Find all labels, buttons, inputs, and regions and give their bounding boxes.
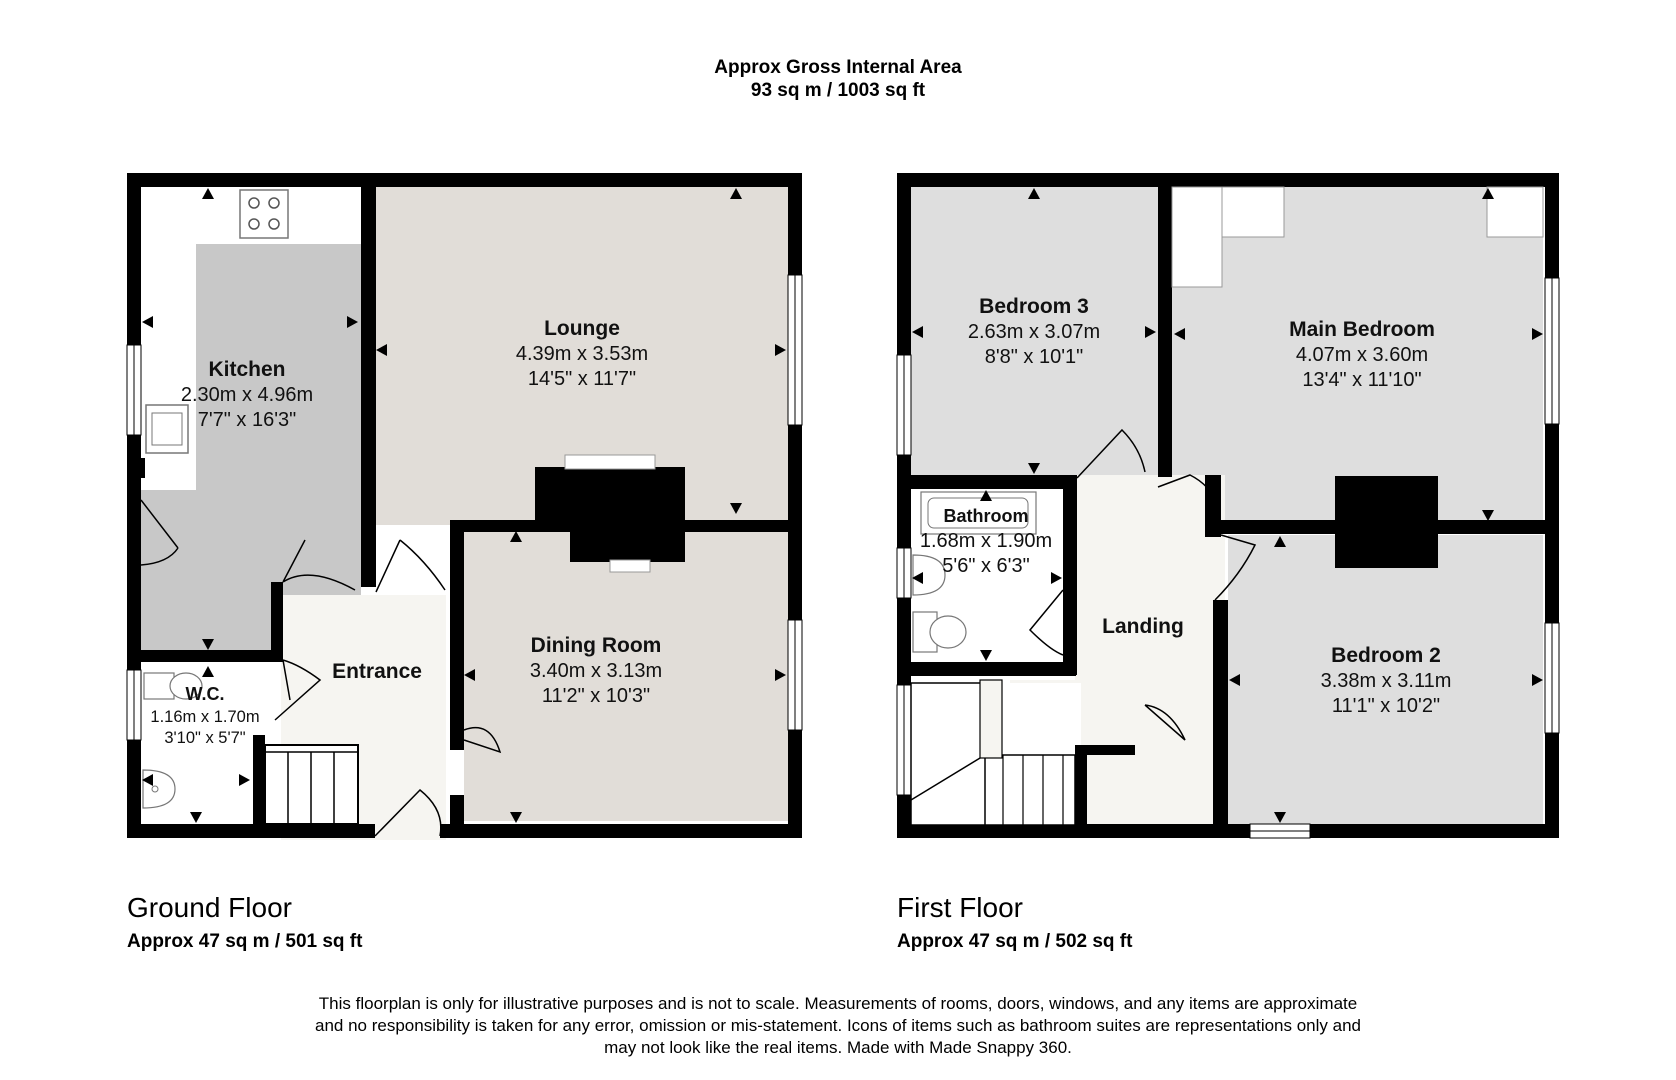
wc-name: W.C. xyxy=(185,684,225,704)
bedroom3-metric: 2.63m x 3.07m xyxy=(967,321,1101,343)
entrance-name: Entrance xyxy=(332,660,422,683)
first-floor-plan xyxy=(897,173,1559,838)
main-bedroom-imperial: 13'4" x 11'10" xyxy=(1302,369,1422,391)
bedroom2-label xyxy=(1321,644,1452,717)
bathroom-metric: 1.68m x 1.90m xyxy=(919,530,1053,552)
bathroom-toilet-icon xyxy=(913,612,966,652)
ground-floor-area: Approx 47 sq m / 501 sq ft xyxy=(127,931,363,952)
main-bedroom-metric: 4.07m x 3.60m xyxy=(1295,344,1429,366)
dining-name: Dining Room xyxy=(530,634,662,657)
fireplace-hearth xyxy=(565,455,655,469)
wc-imperial: 3'10" x 5'7" xyxy=(164,729,246,747)
lounge-name: Lounge xyxy=(544,317,620,340)
dining-imperial: 11'2" x 10'3" xyxy=(541,685,651,707)
bathroom-imperial: 5'6" x 6'3" xyxy=(942,555,1030,577)
lounge-metric: 4.39m x 3.53m xyxy=(515,343,649,365)
bedroom3-name: Bedroom 3 xyxy=(979,295,1089,318)
kitchen-metric: 2.30m x 4.96m xyxy=(180,384,314,406)
bedroom2-metric: 3.38m x 3.11m xyxy=(1320,670,1452,692)
gross-area-value: 93 sq m / 1003 sq ft xyxy=(750,80,926,101)
bedroom2-imperial: 11'1" x 10'2" xyxy=(1331,695,1441,717)
gross-area-title: Approx Gross Internal Area xyxy=(714,57,962,78)
main-bedroom-name: Main Bedroom xyxy=(1289,318,1435,341)
fireplace-hearth-2 xyxy=(610,560,650,572)
wc-metric: 1.16m x 1.70m xyxy=(150,708,260,726)
ground-floor-stairs xyxy=(265,745,358,824)
dining-metric: 3.40m x 3.13m xyxy=(529,660,663,682)
kitchen-imperial: 7'7" x 16'3" xyxy=(197,409,297,431)
main-bedroom-label xyxy=(1289,318,1435,391)
ground-floor-title: Ground Floor xyxy=(127,892,292,923)
bedroom3-label xyxy=(968,295,1100,368)
first-floor-title: First Floor xyxy=(897,892,1023,923)
disclaimer-line-1: This floorplan is only for illustrative purposes and is not to scale. Measurements of rooms, doors, windows, and any items are approximate xyxy=(318,994,1358,1013)
disclaimer-line-3: may not look like the real items. Made with Made Snappy 360. xyxy=(604,1038,1072,1057)
first-floor-area: Approx 47 sq m / 502 sq ft xyxy=(897,931,1133,952)
ground-floor-plan xyxy=(127,173,802,840)
disclaimer xyxy=(250,993,1426,1059)
kitchen-lower-area xyxy=(141,490,271,657)
bedroom3-imperial: 8'8" x 10'1" xyxy=(984,346,1084,368)
landing-name: Landing xyxy=(1102,615,1184,638)
sink-icon xyxy=(146,405,188,453)
disclaimer-line-2: and no responsibility is taken for any error, omission or mis-statement. Icons of items such as bathroom suites are representations only and xyxy=(315,1016,1361,1035)
bathroom-name: Bathroom xyxy=(943,506,1029,526)
kitchen-name: Kitchen xyxy=(208,358,286,381)
hob-icon xyxy=(240,190,288,238)
dining-label xyxy=(530,634,662,707)
bedroom2-name: Bedroom 2 xyxy=(1331,644,1441,667)
lounge-imperial: 14'5" x 11'7" xyxy=(527,368,637,390)
